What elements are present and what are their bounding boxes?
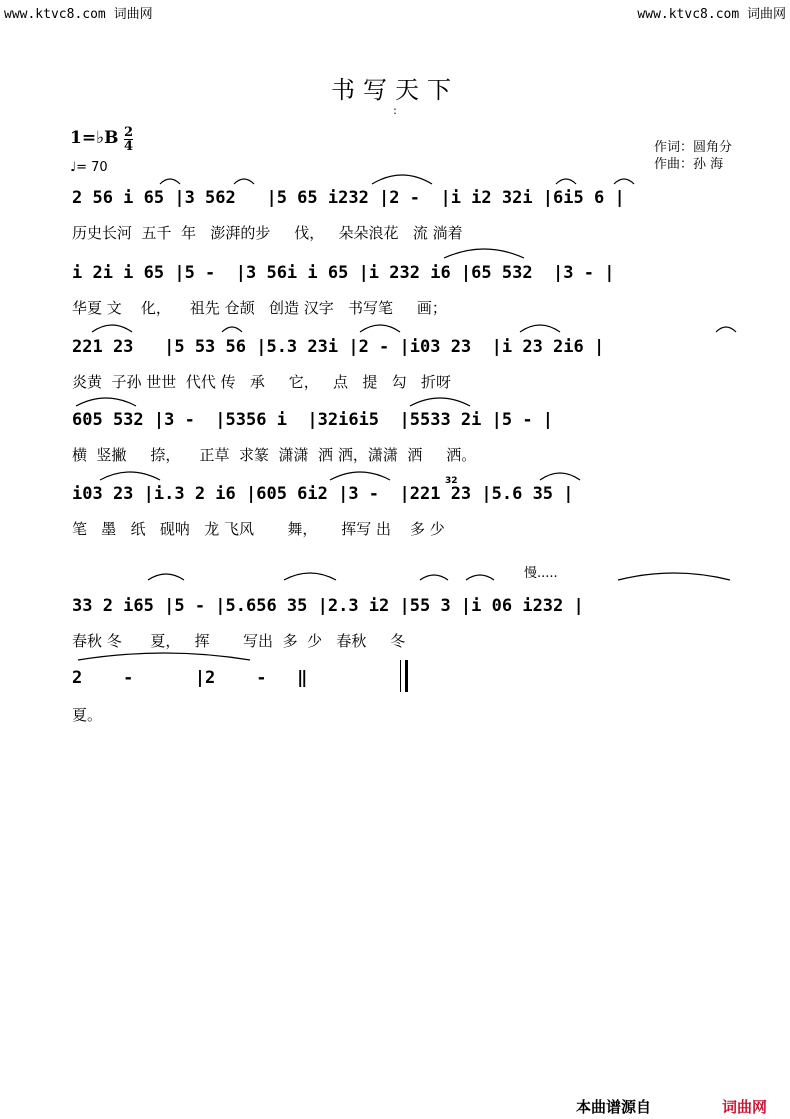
footer-logo[interactable]: 词曲网 — [722, 1098, 768, 1116]
slur — [466, 575, 494, 580]
notation-line-4: 605 532 |3 - |5356 i |32i6i5 |5533 2i |5 - | — [72, 410, 554, 430]
lyric-line-7: 夏。 — [72, 706, 103, 724]
page-title: 书写天下 — [331, 76, 459, 104]
slur — [556, 179, 576, 184]
time-top: 2 — [124, 125, 134, 140]
tempo-change: 慢..... — [524, 566, 558, 581]
tempo-marking: ♩= 70 — [70, 160, 108, 175]
slur — [76, 398, 136, 406]
final-barline — [400, 660, 408, 692]
lyric-line-1: 历史长河 五千 年 澎湃的步 伐， 朵朵浪花 流 淌着 — [72, 224, 463, 242]
time-bottom: 4 — [124, 139, 134, 154]
grace-note: 32 — [445, 476, 458, 486]
lyric-line-2: 华夏 文 化， 祖先 仓颉 创造 汉字 书写笔 画； — [72, 299, 447, 317]
slur — [160, 179, 180, 184]
slur — [222, 327, 242, 332]
slur — [234, 179, 254, 184]
notation-line-1: 2 56 i 65 |3 562 |5 65 i232 |2 - |i i2 32i |6i5 6 | — [72, 188, 625, 208]
lyric-line-5: 笔 墨 纸 砚呐 龙 飞风 舞， 挥写 出 多 少 — [72, 520, 445, 538]
page-subtitle: : — [393, 104, 397, 117]
notation-line-7: 2 - |2 - ‖ — [72, 668, 308, 688]
slur — [614, 179, 634, 184]
slur — [330, 472, 390, 480]
tie — [618, 573, 730, 580]
lyricist-credit: 作词：圆角分 — [654, 140, 733, 155]
notation-line-5: i03 23 |i.3 2 i6 |605 6i2 |3 - |221 23 |5.6 35 | — [72, 484, 574, 504]
notation-line-2: i 2i i 65 |5 - |3 56i i 65 |i 232 i6 |65 532 |3 - | — [72, 263, 615, 283]
slur — [540, 473, 580, 480]
notation-line-6: 33 2 i65 |5 - |5.656 35 |2.3 i2 |55 3 |i 06 i232 | — [72, 596, 584, 616]
slur — [92, 325, 132, 332]
lyric-line-3: 炎黄 子孙 世世 代代 传 承 它， 点 提 勾 折呀 — [72, 373, 451, 391]
watermark-right: www.ktvc8.com 词曲网 — [637, 7, 786, 22]
watermark-left: www.ktvc8.com 词曲网 — [4, 7, 153, 22]
slur — [420, 575, 448, 580]
slur — [410, 398, 470, 406]
slur — [444, 249, 524, 258]
slur — [520, 325, 560, 332]
footer-source-text: 本曲谱源自 — [576, 1098, 652, 1116]
slur — [148, 574, 184, 580]
slur — [100, 472, 160, 480]
slur — [284, 573, 336, 580]
lyric-line-6: 春秋 冬 夏， 挥 写出 多 少 春秋 冬 — [72, 632, 406, 650]
lyric-line-4: 横 竖撇 捺， 正草 求篆 潇潇 洒 洒，潇潇 洒 洒。 — [72, 446, 477, 464]
composer-credit: 作曲：孙 海 — [654, 157, 724, 172]
tie — [78, 653, 250, 660]
slur — [372, 175, 432, 184]
notation-line-3: 221 23 |5 53 56 |5.3 23i |2 - |i03 23 |i 23 2i6 | — [72, 337, 605, 357]
key-signature: 1=♭B — [70, 128, 119, 148]
slur — [716, 327, 736, 332]
slur — [360, 325, 400, 332]
